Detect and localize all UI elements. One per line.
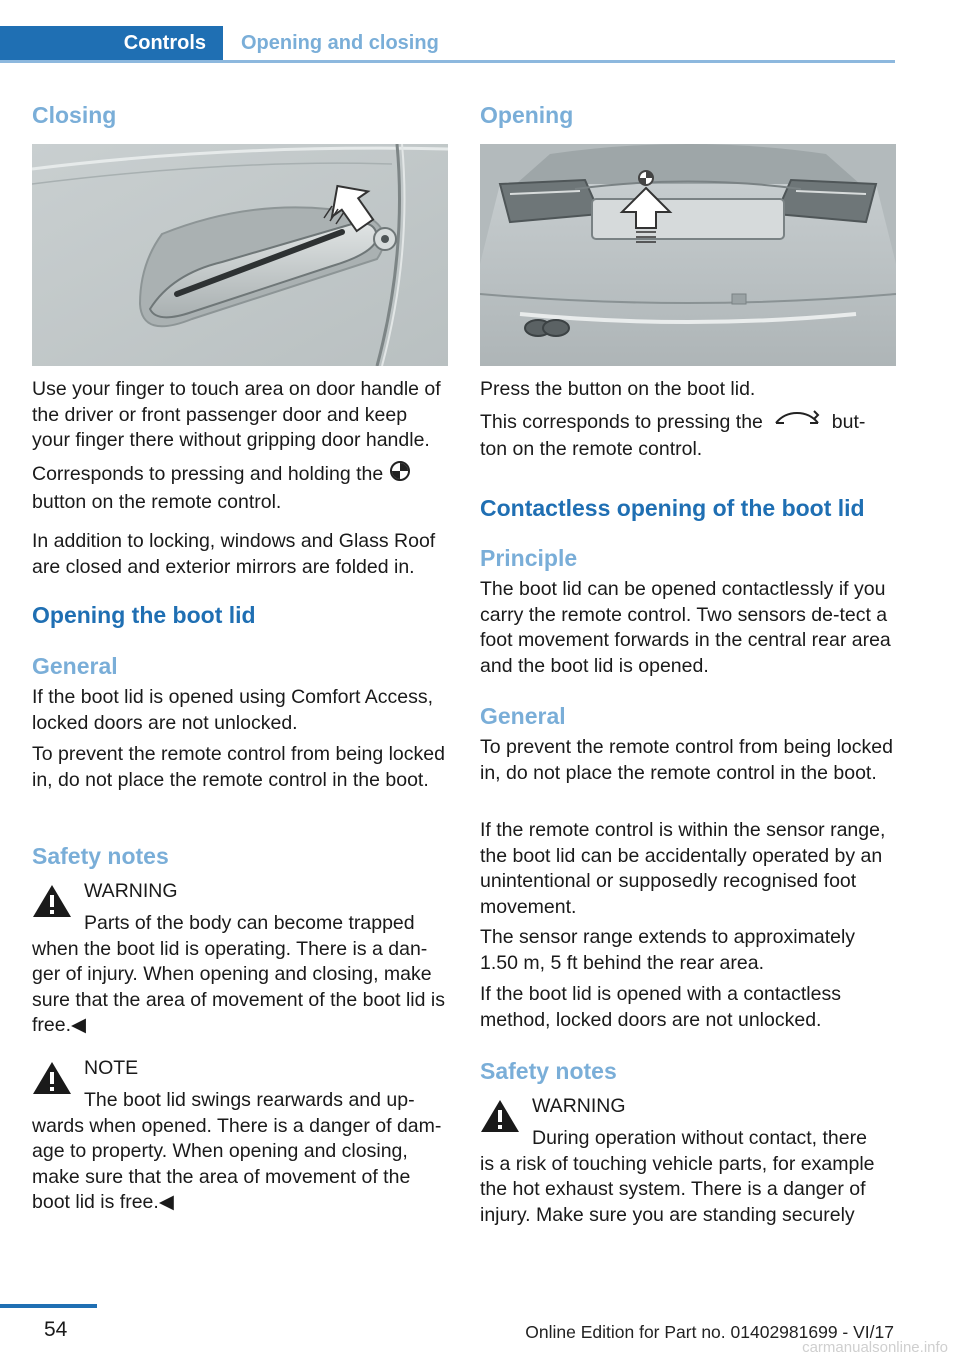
warning-label-right: WARNING xyxy=(532,1095,626,1117)
header-rule xyxy=(0,60,895,63)
closing-paragraph-2b: button on the remote control. xyxy=(32,490,282,513)
warning-label-left: WARNING xyxy=(84,880,178,902)
note-label-left: NOTE xyxy=(84,1057,139,1079)
general-paragraph-4-right: If the boot lid is opened with a contactless method, locked doors are not unlocked. xyxy=(480,983,841,1031)
warning-first-line-left: Parts of the body can become trapped xyxy=(84,912,415,934)
edition-footer: Online Edition for Part no. 01402981699 - VI/17 xyxy=(525,1322,894,1342)
warning-first-line-right: During operation without contact, there xyxy=(532,1127,867,1149)
contactless-heading: Contactless opening of the boot lid xyxy=(480,495,865,521)
principle-heading: Principle xyxy=(480,545,578,571)
opening-heading: Opening xyxy=(480,102,574,128)
tab-controls[interactable]: Controls xyxy=(0,26,223,60)
closing-paragraph-2a: Corresponds to pressing and holding the xyxy=(32,462,384,485)
general-paragraph-3-right: The sensor range extends to approximately 1.50 m, 5 ft behind the rear area. xyxy=(480,926,856,974)
door-handle-illustration xyxy=(32,144,448,366)
tab-opening-and-closing[interactable]: Opening and closing xyxy=(241,31,439,54)
opening-boot-lid-heading: Opening the boot lid xyxy=(32,602,256,628)
watermark: carmanualsonline.info xyxy=(802,1339,948,1356)
general-heading-right: General xyxy=(480,703,566,729)
opening-paragraph-2a: This corresponds to pressing the xyxy=(480,410,763,433)
page-number: 54 xyxy=(44,1318,68,1341)
general-paragraph-1-right: To prevent the remote control from being locked in, do not place the remote control in the boot. xyxy=(480,736,893,784)
warning-triangle-icon-right xyxy=(480,1098,520,1134)
boot-lid-illustration xyxy=(480,144,896,366)
boot-lid-button-icon xyxy=(774,409,820,437)
warning-text-right: is a risk of touching vehicle parts, for example the hot exhaust system. There is a danger of injury. Make sure you are standing securely xyxy=(480,1152,875,1226)
general-heading-left: General xyxy=(32,653,118,679)
header-bar xyxy=(0,26,895,62)
closing-paragraph-3: In addition to locking, windows and Glass Roof are closed and exterior mirrors are folded in. xyxy=(32,530,436,578)
closing-paragraph-1: Use your finger to touch area on door handle of the driver or front passenger door and keep your finger there without gripping door handle. xyxy=(32,378,441,451)
lock-button-icon xyxy=(389,460,411,490)
general-paragraph-2-left: To prevent the remote control from being locked in, do not place the remote control in the boot. xyxy=(32,743,445,791)
general-paragraph-2-right: If the remote control is within the sensor range, the boot lid can be accidentally operated by an unintentional or supposedly recognised foot movement. xyxy=(480,819,886,918)
opening-paragraph-1: Press the button on the boot lid. xyxy=(480,378,756,400)
opening-paragraph-2b: but‐ xyxy=(831,410,866,433)
general-paragraph-1-left: If the boot lid is opened using Comfort Access, locked doors are not unlocked. xyxy=(32,686,434,734)
page-number-bar xyxy=(0,1304,97,1308)
principle-paragraph: The boot lid can be opened contactlessly if you carry the remote control. Two sensors de‐tect a foot movement forwards in the central rear area and the boot lid is opened. xyxy=(480,578,891,677)
warning-triangle-icon xyxy=(32,883,72,919)
opening-paragraph-2 xyxy=(480,409,896,462)
note-triangle-icon xyxy=(32,1060,72,1096)
closing-paragraph-2 xyxy=(32,460,448,515)
closing-heading: Closing xyxy=(32,102,117,128)
opening-paragraph-2c: ton on the remote control. xyxy=(480,437,703,460)
safety-notes-heading-right: Safety notes xyxy=(480,1058,617,1084)
note-text-left: wards when opened. There is a danger of dam‐age to property. When opening and closing, make sure that the area of movement of the boot lid is free.◀ xyxy=(32,1114,442,1213)
safety-notes-heading-left: Safety notes xyxy=(32,843,169,869)
warning-text-left: when the boot lid is operating. There is a dan‐ger of injury. When opening and closing, make sure that the area of movement of the boot lid is free.◀ xyxy=(32,937,445,1036)
note-first-line-left: The boot lid swings rearwards and up‐ xyxy=(84,1089,415,1111)
